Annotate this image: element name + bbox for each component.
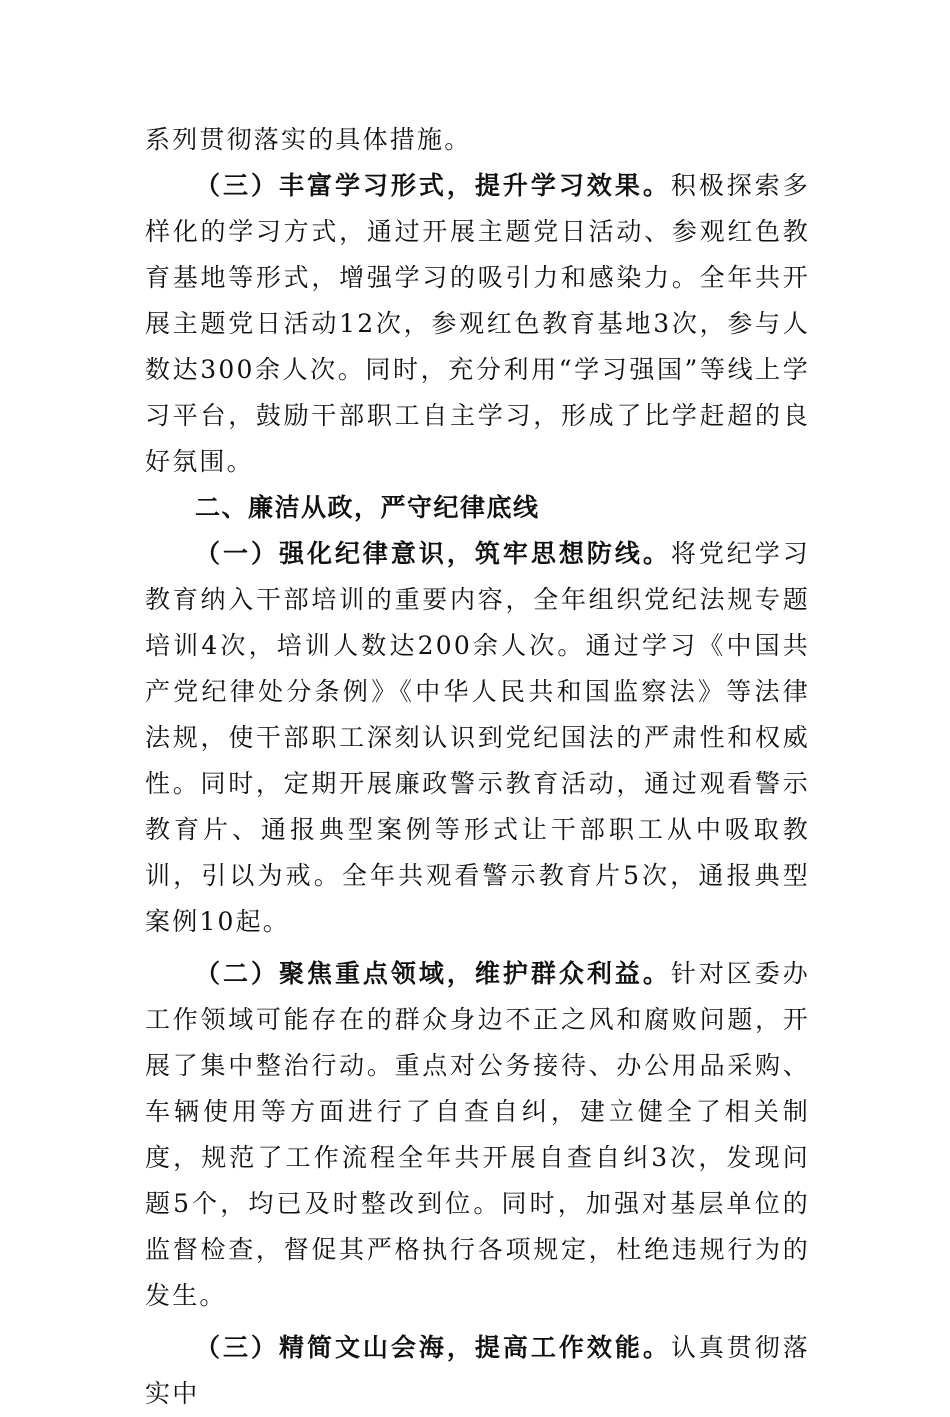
paragraph-study-forms: [145, 163, 810, 485]
paragraph-continuation: [145, 117, 810, 163]
document-body: [145, 117, 810, 1417]
section-heading: 二、廉洁从政，严守纪律底线: [195, 493, 540, 522]
paragraph-lead: （三）丰富学习形式，提升学习效果。: [195, 171, 671, 200]
paragraph-text: 积极探索多样化的学习方式，通过开展主题党日活动、参观红色教育基地等形式，增强学习的吸引力和感染力。全年共开展主题党日活动12次，参观红色教育基地3次，参与人数达300余人次。同时，充分利用“学习强国”等线上学习平台，鼓励干部职工自主学习，形成了比学赶超的良好氛围。: [145, 171, 810, 476]
paragraph-meetings: [145, 1325, 810, 1417]
paragraph-lead: （三）精简文山会海，提高工作效能。: [195, 1333, 671, 1362]
paragraph-key-areas: [145, 951, 810, 1319]
paragraph-text: 认真贯彻落实中: [145, 1333, 810, 1408]
paragraph-lead: （一）强化纪律意识，筑牢思想防线。: [195, 539, 671, 568]
paragraph-text: 针对区委办工作领域可能存在的群众身边不正之风和腐败问题，开展了集中整治行动。重点对公务接待、办公用品采购、车辆使用等方面进行了自查自纠，建立健全了相关制度，规范了工作流程全年共开展自查自纠3次，发现问题5个，均已及时整改到位。同时，加强对基层单位的监督检查，督促其严格执行各项规定，杜绝违规行为的发生。: [145, 959, 810, 1310]
paragraph-discipline-awareness: [145, 531, 810, 945]
paragraph-text: 系列贯彻落实的具体措施。: [145, 125, 472, 154]
paragraph-text: 将党纪学习教育纳入干部培训的重要内容，全年组织党纪法规专题培训4次，培训人数达200余人次。通过学习《中国共产党纪律处分条例》《中华人民共和国监察法》等法律法规，使干部职工深刻认识到党纪国法的严肃性和权威性。同时，定期开展廉政警示教育活动，通过观看警示教育片、通报典型案例等形式让干部职工从中吸取教训，引以为戒。全年共观看警示教育片5次，通报典型案例10起。: [145, 539, 810, 936]
paragraph-lead: （二）聚焦重点领域，维护群众利益。: [195, 959, 671, 988]
